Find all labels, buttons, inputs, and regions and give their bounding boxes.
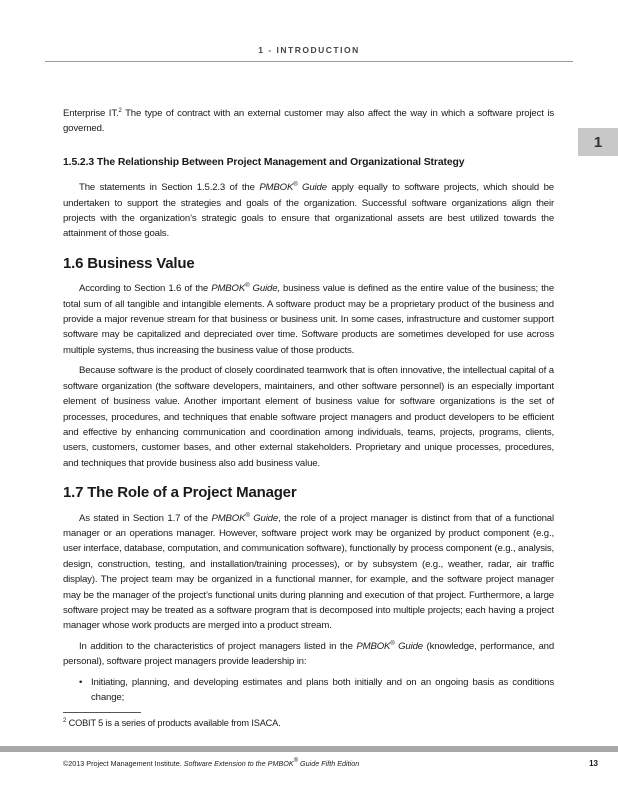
guide-name: PMBOK® Guide — [259, 182, 327, 194]
footer-bar — [0, 746, 618, 752]
footnote-divider — [63, 712, 141, 713]
chapter-tab[interactable]: 1 — [578, 128, 618, 156]
text: (knowledge, performance, and personal), software project managers provide leadership in: — [63, 640, 555, 668]
guide-name: PMBOK® Guide, — [211, 283, 280, 295]
footnote-text: COBIT 5 is a series of products available from ISACA. — [66, 718, 281, 728]
page-number: 13 — [589, 759, 598, 768]
guide-name: PMBOK® Guide — [356, 640, 423, 652]
text: The type of contract with an external customer may also affect the way in which a software project is governed. — [63, 108, 554, 135]
text: According to Section 1.6 of the — [79, 283, 212, 295]
text: Enterprise IT. — [63, 108, 119, 119]
text: business value is defined as the entire value of the business; the total sum of all tangible and intangible elements. A software product may be a proprietary product of the business and provide a major revenue stream for that business or business unit. In some cases, infrastructure and customer support software may be capitalized and depreciated over time. Software products are sometimes developed for use across multiple systems, thus increasing the business value of those products. — [63, 283, 555, 356]
list-item — [79, 675, 554, 706]
guide-name: PMBOK® Guide — [211, 512, 279, 524]
text: The statements in Section 1.5.2.3 of the — [79, 182, 260, 194]
text: , the role of a project manager is distinct from that of a functional manager or an operations manager. However, software project work may be organized by product component (e.g., user interface, database, computation, and communication software), functionally by process component (e.g., analysis, design, construction, testing, and installation/training processes), or by subsystem (e.g., weather, radar, air traffic display). The project team may be organized in a functional manner, for example, and the software project manager may be the manager of the project’s functional units during planning and execution of that project. Furthermore, a large software project may be treated as a software program that is decomposed into multiple projects; each having a project manager whose work products are merged into a product stream. — [63, 512, 554, 632]
section-heading-17: 1.7 The Role of a Project Manager — [63, 484, 297, 502]
footer-copyright: ©2013 Project Management Institute. Software Extension to the PMBOK® Guide Fifth Edition — [63, 758, 360, 768]
section-heading-1523: 1.5.2.3 The Relationship Between Project Management and Organizational Strategy — [63, 156, 465, 168]
paragraph-1523 — [63, 180, 554, 242]
text: apply equally to software projects, which should be undertaken to support the strategies and goals of the organization. Successful software organizations align their projects with the organization’s strategic goals to ensure that organizational assets are best utilized towards the attainment of those goals. — [63, 182, 554, 240]
list-item-text: Initiating, planning, and developing estimates and plans both initially and on an ongoing basis as conditions change; — [91, 676, 554, 703]
paragraph-16-2: Because software is the product of closely coordinated teamwork that is often innovative, the intellectual capital of a software organization (the software developers, maintainers, and other software personnel) is an especially important element of business value. Another important element of business value for software organizations is the set of processes, procedures, and techniques that enable software project managers and product developers to be efficient and effective by enhancing communication and coordination among individuals, teams, projects, programs, clients, users, customers, customer bases, and other external stakeholders. Proprietary and unique processes, procedures, and techniques that provide business also add business value. — [63, 365, 554, 469]
paragraph-intro — [63, 106, 554, 137]
header-divider — [45, 61, 573, 62]
footnote-number: 2 — [63, 718, 67, 724]
paragraph-16-1 — [63, 281, 554, 358]
book-title: Software Extension to the PMBOK® Guide Fifth Edition — [183, 758, 360, 768]
page-body — [63, 106, 554, 705]
paragraph-17-1 — [63, 511, 554, 634]
running-header: 1 - INTRODUCTION — [258, 45, 360, 55]
footnote — [63, 718, 281, 728]
paragraph-17-2 — [63, 639, 554, 670]
text: In addition to the characteristics of project managers listed in the — [79, 640, 357, 652]
footnote-ref[interactable]: 2 — [118, 108, 122, 114]
text: As stated in Section 1.7 of the — [79, 512, 212, 524]
leadership-list — [63, 675, 554, 706]
section-heading-16: 1.6 Business Value — [63, 254, 195, 272]
bullet-icon: • — [79, 676, 83, 688]
